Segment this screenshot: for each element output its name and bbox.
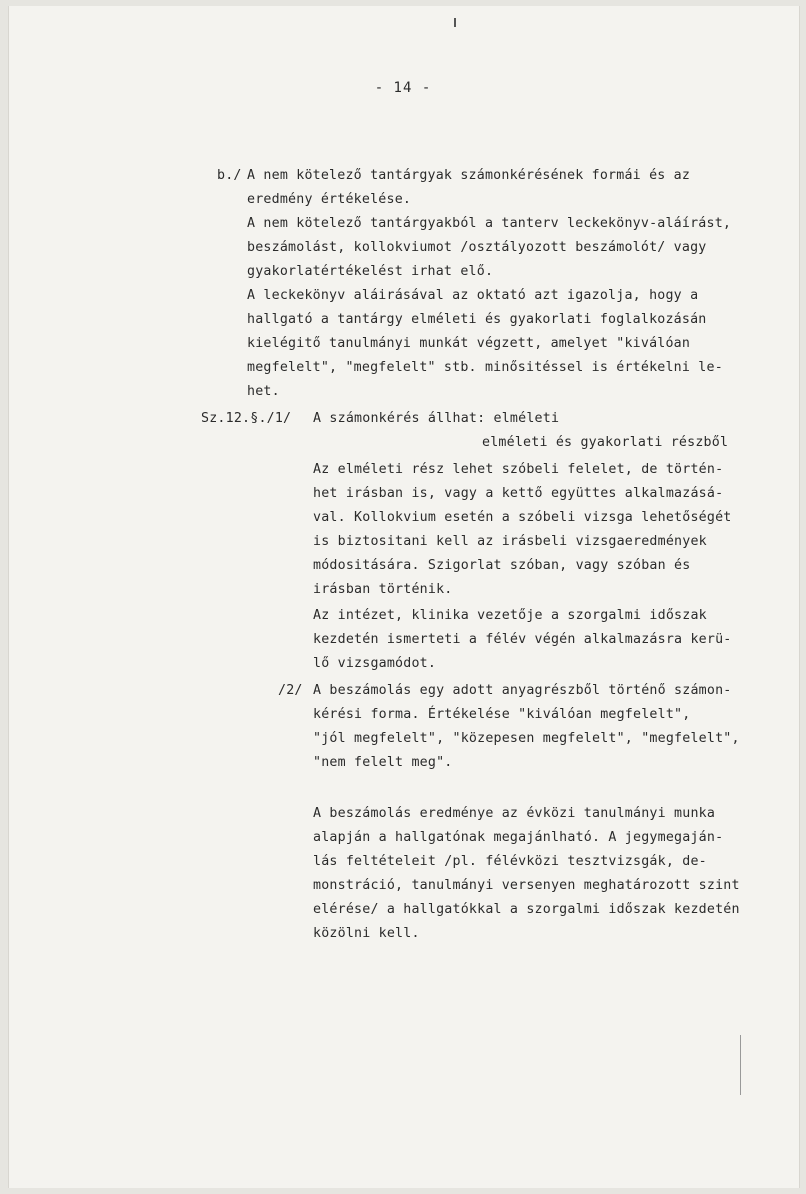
para-line: Az intézet, klinika vezetője a szorgalmi időszak [313, 608, 707, 623]
para-line: A beszámolás eredménye az évközi tanulmányi munka [313, 806, 716, 821]
para-line: Az elméleti rész lehet szóbeli felelet, de történ- [313, 462, 724, 477]
section-12-line2: elméleti és gyakorlati részből [482, 435, 729, 450]
section-b-line: A nem kötelező tantárgyak számonkérésének formái és az [247, 168, 691, 183]
para-line: módositására. Szigorlat szóban, vagy szóban és [313, 558, 691, 573]
section-b-line: eredmény értékelése. [247, 192, 412, 207]
subsection-2-label: /2/ [278, 683, 303, 698]
section-b-line: A leckekönyv aláirásával az oktató azt igazolja, hogy a [247, 288, 699, 303]
section-12-label: Sz.12.§./1/ [201, 411, 292, 426]
section-b-line: het. [247, 384, 280, 399]
section-b-line: beszámolást, kollokviumot /osztályozott beszámolót/ vagy [247, 240, 707, 255]
section-b-label: b./ [217, 168, 242, 183]
section-b-line: kielégitő tanulmányi munkát végzett, amelyet "kiválóan [247, 336, 691, 351]
para-line: kérési forma. Értékelése "kiválóan megfelelt", [313, 707, 691, 722]
para-line: közölni kell. [313, 926, 420, 941]
section-b-line: megfelelt", "megfelelt" stb. minősitéssel is értékelni le- [247, 360, 723, 375]
para-line: is biztositani kell az irásbeli vizsgaeredmények [313, 534, 707, 549]
para-line: het irásban is, vagy a kettő együttes alkalmazásá- [313, 486, 724, 501]
para-line: elérése/ a hallgatókkal a szorgalmi időszak kezdetén [313, 902, 740, 917]
para-line: "nem felelt meg". [313, 755, 453, 770]
section-12-line1: A számonkérés állhat: elméleti [313, 411, 560, 426]
para-line: kezdetén ismerteti a félév végén alkalmazásra kerü- [313, 632, 732, 647]
page-number: - 14 - [374, 80, 432, 96]
para-line: irásban történik. [313, 582, 453, 597]
section-b-line: gyakorlatértékelést irhat elő. [247, 264, 494, 279]
para-line: val. Kollokvium esetén a szóbeli vizsga lehetőségét [313, 510, 732, 525]
scan-mark [740, 1035, 741, 1095]
section-b-line: hallgató a tantárgy elméleti és gyakorlati foglalkozásán [247, 312, 707, 327]
scan-mark [454, 18, 456, 27]
para-line: alapján a hallgatónak megajánlható. A jegymegaján- [313, 830, 724, 845]
para-line: "jól megfelelt", "közepesen megfelelt", "megfelelt", [313, 731, 740, 746]
para-line: A beszámolás egy adott anyagrészből történő számon- [313, 683, 732, 698]
para-line: monstráció, tanulmányi versenyen meghatározott szint [313, 878, 740, 893]
para-line: lás feltételeit /pl. félévközi tesztvizsgák, de- [313, 854, 707, 869]
section-b-line: A nem kötelező tantárgyakból a tanterv leckekönyv-aláírást, [247, 216, 732, 231]
para-line: lő vizsgamódot. [313, 656, 437, 671]
